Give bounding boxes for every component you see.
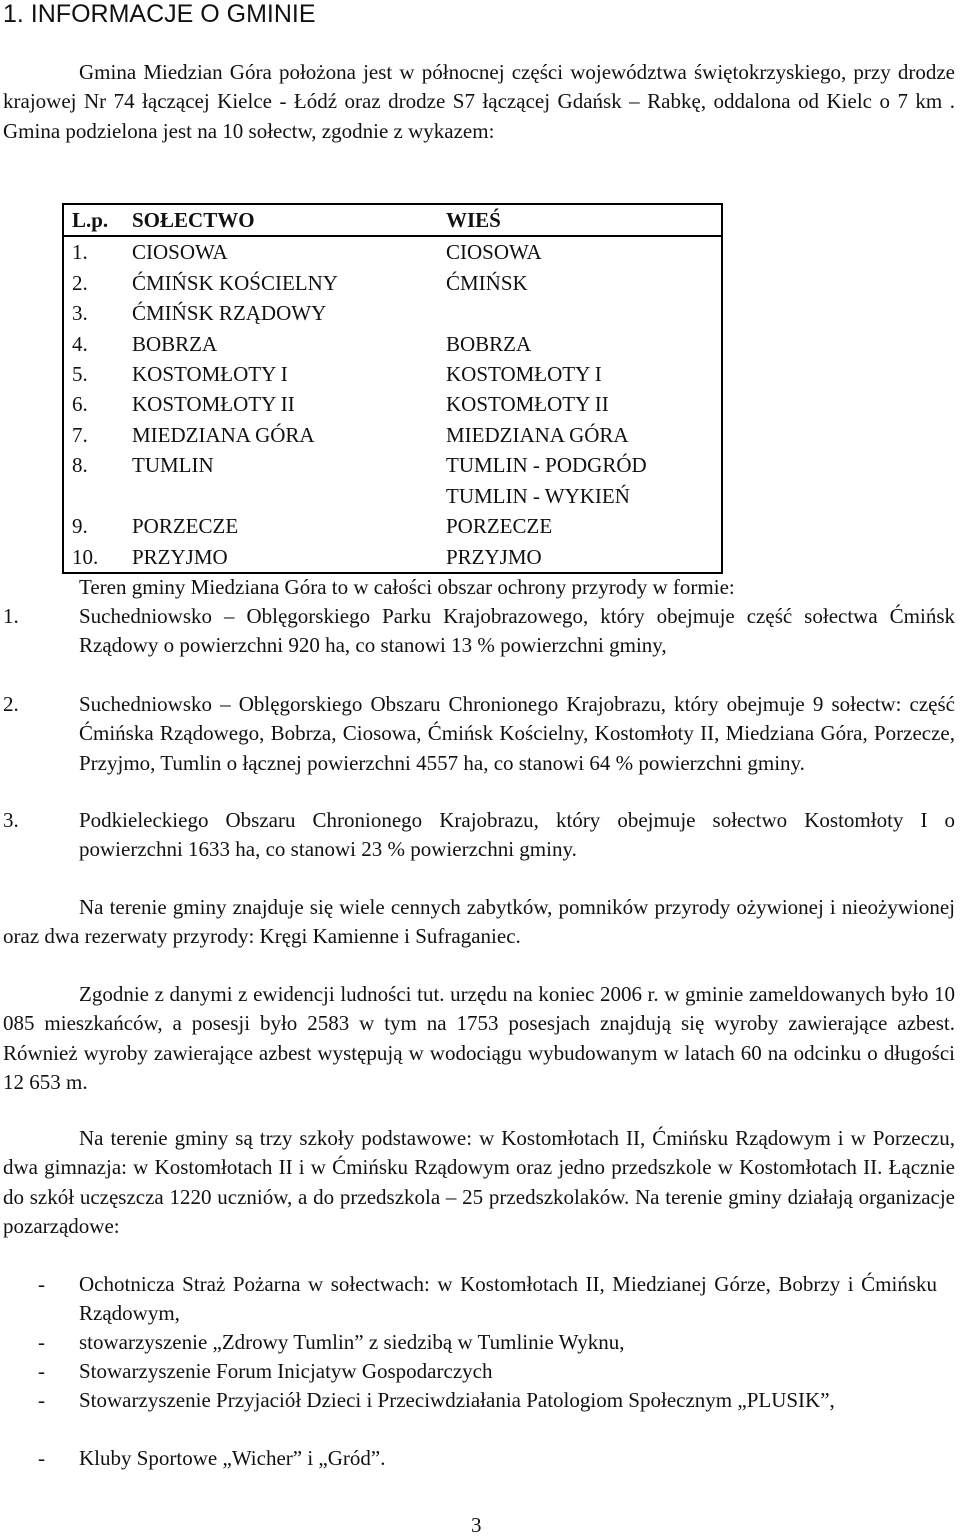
section-heading: 1. INFORMACJE O GMINIE	[3, 0, 316, 28]
table-row	[63, 420, 722, 450]
monuments-paragraph: Na terenie gminy znajduje się wiele cennych zabytków, pomników przyrody ożywionej i nieożywionej oraz dwa rezerwaty przyrody: Kręgi Kamienne i Sufraganiec.	[3, 895, 955, 949]
page-number: 3	[471, 1513, 482, 1537]
cell-solectwo: MIEDZIANA GÓRA	[132, 422, 315, 447]
list-number: 2.	[3, 692, 19, 716]
table-row	[63, 450, 722, 480]
table-row	[63, 511, 722, 541]
list-dash: -	[38, 1359, 45, 1383]
list-text: Stowarzyszenie Przyjaciół Dzieci i Przeciwdziałania Patologiom Społecznym „PLUSIK”,	[79, 1388, 835, 1412]
cell-solectwo: ĆMIŃSK RZĄDOWY	[132, 301, 327, 326]
list-dash: -	[38, 1272, 45, 1296]
cell-solectwo	[129, 481, 445, 511]
table-row	[63, 298, 722, 328]
list-text: Kluby Sportowe „Wicher” i „Gród”.	[79, 1446, 386, 1470]
population-paragraph: Zgodnie z danymi z ewidencji ludności tut. urzędu na koniec 2006 r. w gminie zameldowanych było 10 085 mieszkańców, a posesji było 2583 w tym na 1753 posesjach znajdują się wyroby zawierające azbest. Również wyroby zawierające azbest występują w wodociągu wybudowanym w latach 60 na odcinku o długości 12 653 m.	[3, 982, 955, 1094]
table-row	[63, 328, 722, 358]
cell-lp: 5.	[72, 361, 88, 386]
table-row	[63, 236, 722, 267]
villages-table	[62, 203, 723, 574]
list-text: Suchedniowsko – Oblęgorskiego Obszaru Chronionego Krajobrazu, który obejmuje 9 sołectw: część Ćmińska Rządowego, Bobrza, Ciosowa, Ćmińsk Kościelny, Kostomłoty II, Miedziana Góra, Porzecze, Przyjmo, Tumlin o łącznej powierzchni 4557 ha, co stanowi 64 % powierzchni gminy.	[79, 692, 955, 775]
cell-solectwo: KOSTOMŁOTY I	[132, 361, 288, 386]
table-row	[63, 359, 722, 389]
cell-solectwo: KOSTOMŁOTY II	[132, 392, 295, 417]
list-number: 3.	[3, 808, 19, 832]
list-text: stowarzyszenie „Zdrowy Tumlin” z siedzibą w Tumlinie Wyknu,	[79, 1330, 625, 1354]
cell-wies	[445, 298, 722, 328]
list-text: Suchedniowsko – Oblęgorskiego Parku Krajobrazowego, który obejmuje część sołectwa Ćmińsk Rządowy o powierzchni 920 ha, co stanowi 13 % powierzchni gminy,	[79, 604, 955, 658]
cell-wies: TUMLIN - WYKIEŃ	[446, 483, 630, 508]
cell-lp	[63, 481, 129, 511]
protection-intro: Teren gminy Miedziana Góra to w całości obszar ochrony przyrody w formie:	[79, 575, 735, 599]
cell-lp: 8.	[72, 453, 88, 478]
cell-wies: KOSTOMŁOTY I	[446, 361, 602, 386]
list-text: Podkieleckiego Obszaru Chronionego Krajobrazu, który obejmuje sołectwo Kostomłoty I o powierzchni 1633 ha, co stanowi 23 % powierzchni gminy.	[79, 808, 955, 862]
cell-solectwo: PRZYJMO	[132, 544, 228, 569]
table-row	[63, 389, 722, 419]
cell-solectwo: BOBRZA	[132, 331, 218, 356]
intro-paragraph: Gmina Miedzian Góra położona jest w północnej części województwa świętokrzyskiego, przy drodze krajowej Nr 74 łączącej Kielce - Łódź oraz drodze S7 łączącej Gdańsk – Rabkę, oddalona od Kielc o 7 km . Gmina podzielona jest na 10 sołectw, zgodnie z wykazem:	[3, 60, 955, 143]
header-wies: WIEŚ	[445, 204, 722, 236]
cell-lp: 6.	[72, 392, 88, 417]
list-dash: -	[38, 1330, 45, 1354]
cell-wies: PRZYJMO	[446, 544, 542, 569]
cell-wies: ĆMIŃSK	[446, 270, 528, 295]
table-row	[63, 541, 722, 572]
cell-wies: TUMLIN - PODGRÓD	[446, 453, 647, 478]
cell-wies: CIOSOWA	[446, 240, 542, 265]
cell-solectwo: ĆMIŃSK KOŚCIELNY	[132, 270, 338, 295]
cell-wies: PORZECZE	[446, 514, 553, 539]
list-dash: -	[38, 1388, 45, 1412]
cell-lp: 9.	[72, 514, 88, 539]
cell-lp: 3.	[72, 301, 88, 326]
cell-wies: BOBRZA	[446, 331, 532, 356]
cell-lp: 4.	[72, 331, 88, 356]
header-solectwo: SOŁECTWO	[129, 204, 445, 236]
list-number: 1.	[3, 604, 19, 628]
table-row	[63, 267, 722, 297]
cell-lp: 2.	[72, 270, 88, 295]
cell-solectwo: CIOSOWA	[132, 240, 228, 265]
list-dash: -	[38, 1446, 45, 1470]
cell-wies: MIEDZIANA GÓRA	[446, 422, 629, 447]
list-text: Stowarzyszenie Forum Inicjatyw Gospodarczych	[79, 1359, 493, 1383]
list-text: Ochotnicza Straż Pożarna w sołectwach: w Kostomłotach II, Miedzianej Górze, Bobrzy i Ćmińsku Rządowym,	[79, 1272, 937, 1326]
cell-wies: KOSTOMŁOTY II	[446, 392, 609, 417]
header-lp: L.p.	[63, 204, 129, 236]
cell-lp: 1.	[72, 240, 88, 265]
cell-lp: 10.	[72, 544, 99, 569]
table-header-row	[63, 204, 722, 236]
schools-paragraph: Na terenie gminy są trzy szkoły podstawowe: w Kostomłotach II, Ćmińsku Rządowym i w Porzeczu, dwa gimnazja: w Kostomłotach II i w Ćmińsku Rządowym oraz jedno przedszkole w Kostomłotach II. Łącznie do szkół uczęszcza 1220 uczniów, a do przedszkola – 25 przedszkolaków. Na terenie gminy działają organizacje pozarządowe:	[3, 1126, 955, 1238]
table-row	[63, 481, 722, 511]
cell-solectwo: TUMLIN	[132, 453, 214, 478]
cell-lp: 7.	[72, 422, 88, 447]
cell-solectwo: PORZECZE	[132, 514, 239, 539]
